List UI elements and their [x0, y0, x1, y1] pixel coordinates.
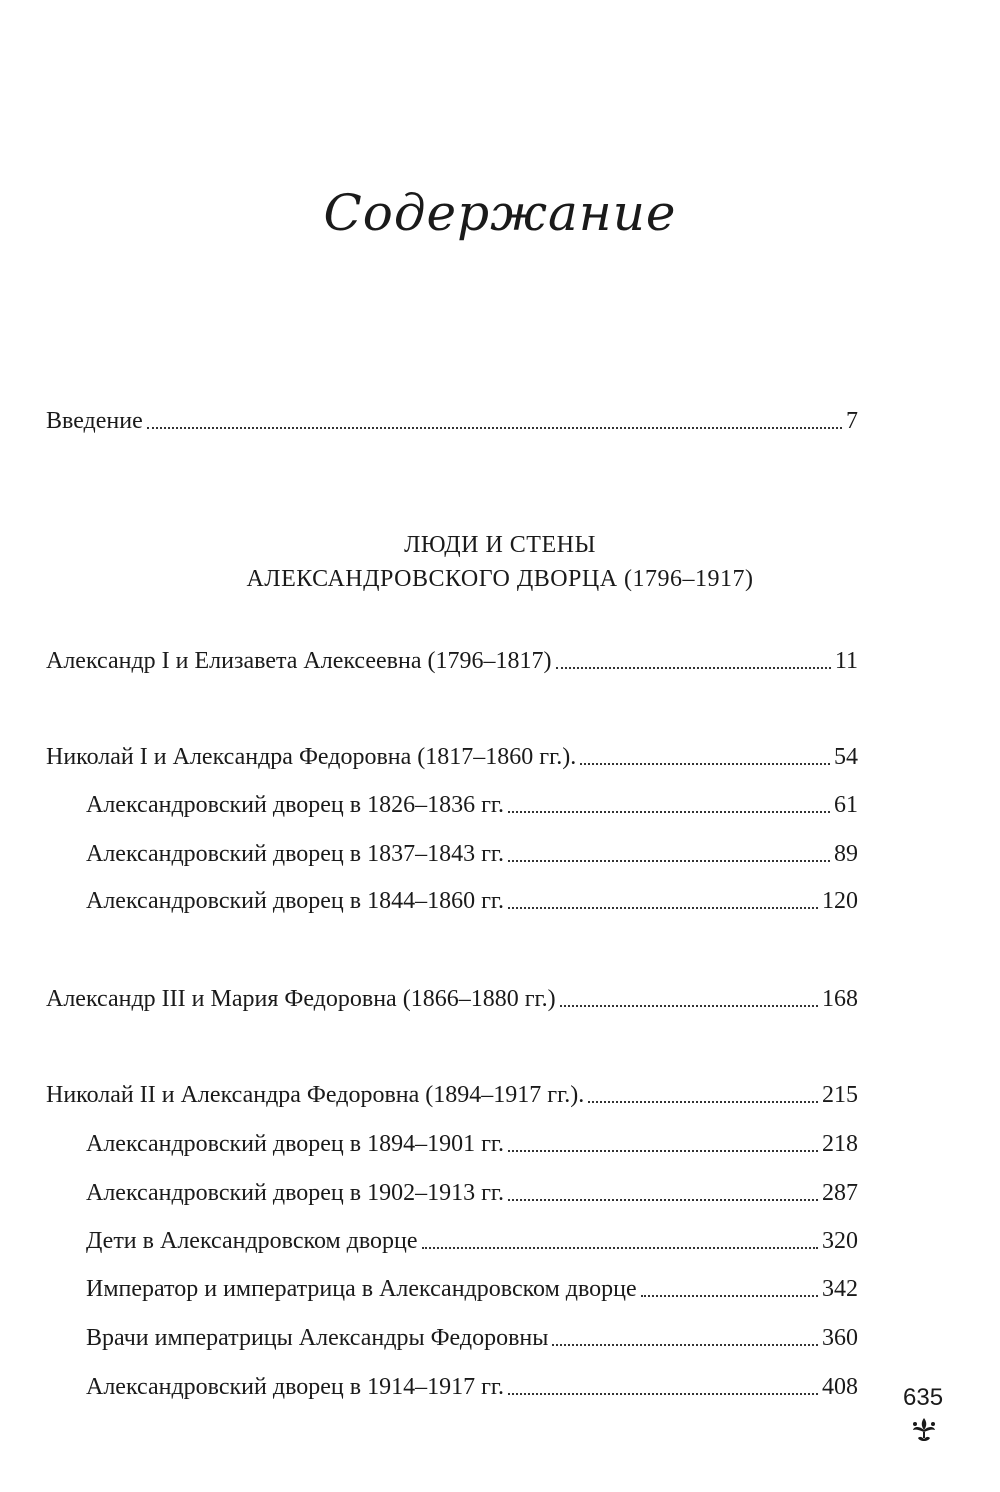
toc-entry-title: Дети в Александровском дворце	[86, 1228, 418, 1254]
toc-subentry[interactable]	[86, 790, 858, 820]
toc-subentry[interactable]	[86, 1323, 858, 1353]
toc-entry-title: Александр III и Мария Федоровна (1866–1880 гг.)	[46, 986, 556, 1012]
page-title: Содержание	[323, 184, 677, 242]
dot-leader	[580, 763, 830, 765]
section-heading-line1: ЛЮДИ И СТЕНЫ	[404, 532, 596, 558]
dot-leader	[508, 1150, 818, 1152]
toc-entry-page: 11	[834, 648, 858, 674]
dot-leader	[552, 1344, 818, 1346]
dot-leader	[556, 667, 831, 669]
toc-entry-title: Александровский дворец в 1826–1836 гг.	[86, 792, 505, 818]
dot-leader	[422, 1247, 818, 1249]
toc-entry-intro[interactable]	[46, 406, 858, 436]
toc-entry-page: 61	[834, 792, 858, 818]
toc-subentry[interactable]	[86, 839, 858, 869]
toc-subentry[interactable]	[86, 1274, 858, 1304]
fleur-ornament-icon	[910, 1416, 938, 1444]
toc-subentry[interactable]	[86, 1129, 858, 1159]
toc-entry-page: 215	[822, 1082, 858, 1108]
toc-entry-page: 360	[822, 1325, 858, 1351]
dot-leader	[588, 1101, 818, 1103]
toc-entry-title: Введение	[46, 408, 143, 434]
toc-entry-title: Николай II и Александра Федоровна (1894–1917 гг.).	[46, 1082, 585, 1108]
toc-entry-title: Александровский дворец в 1894–1901 гг.	[86, 1131, 505, 1157]
toc-entry-page: 7	[846, 408, 858, 434]
toc-entry[interactable]	[46, 1080, 858, 1110]
page-number: 635	[903, 1384, 944, 1411]
toc-entry-title: Александр I и Елизавета Алексеевна (1796–1817)	[46, 648, 552, 674]
toc-subentry[interactable]	[86, 1178, 858, 1208]
dot-leader	[641, 1295, 818, 1297]
toc-entry-page: 287	[822, 1180, 858, 1206]
dot-leader	[508, 907, 818, 909]
toc-entry-page: 320	[822, 1228, 858, 1254]
toc-entry-page: 120	[822, 888, 858, 914]
toc-entry-page: 54	[834, 744, 858, 770]
toc-entry[interactable]	[46, 742, 858, 772]
toc-entry-page: 408	[822, 1374, 858, 1400]
dot-leader	[508, 1199, 818, 1201]
toc-entry-title: Александровский дворец в 1914–1917 гг.	[86, 1374, 505, 1400]
toc-entry-title: Врачи императрицы Александры Федоровны	[86, 1325, 549, 1351]
toc-subentry[interactable]	[86, 1226, 858, 1256]
toc-entry-title: Император и императрица в Александровском дворце	[86, 1276, 637, 1302]
toc-entry[interactable]	[46, 984, 858, 1014]
dot-leader	[508, 860, 830, 862]
toc-entry-page: 89	[834, 841, 858, 867]
toc-entry-title: Александровский дворец в 1844–1860 гг.	[86, 888, 505, 914]
dot-leader	[560, 1005, 818, 1007]
toc-subentry[interactable]	[86, 886, 858, 916]
toc-entry-page: 168	[822, 986, 858, 1012]
dot-leader	[147, 427, 842, 429]
toc-entry[interactable]	[46, 646, 858, 676]
toc-entry-title: Александровский дворец в 1902–1913 гг.	[86, 1180, 505, 1206]
toc-entry-page: 218	[822, 1131, 858, 1157]
toc-entry-page: 342	[822, 1276, 858, 1302]
toc-entry-title: Александровский дворец в 1837–1843 гг.	[86, 841, 505, 867]
section-heading-line2: АЛЕКСАНДРОВСКОГО ДВОРЦА (1796–1917)	[246, 566, 754, 592]
dot-leader	[508, 811, 830, 813]
dot-leader	[508, 1393, 818, 1395]
toc-entry-title: Николай I и Александра Федоровна (1817–1860 гг.).	[46, 744, 577, 770]
toc-subentry[interactable]	[86, 1372, 858, 1402]
